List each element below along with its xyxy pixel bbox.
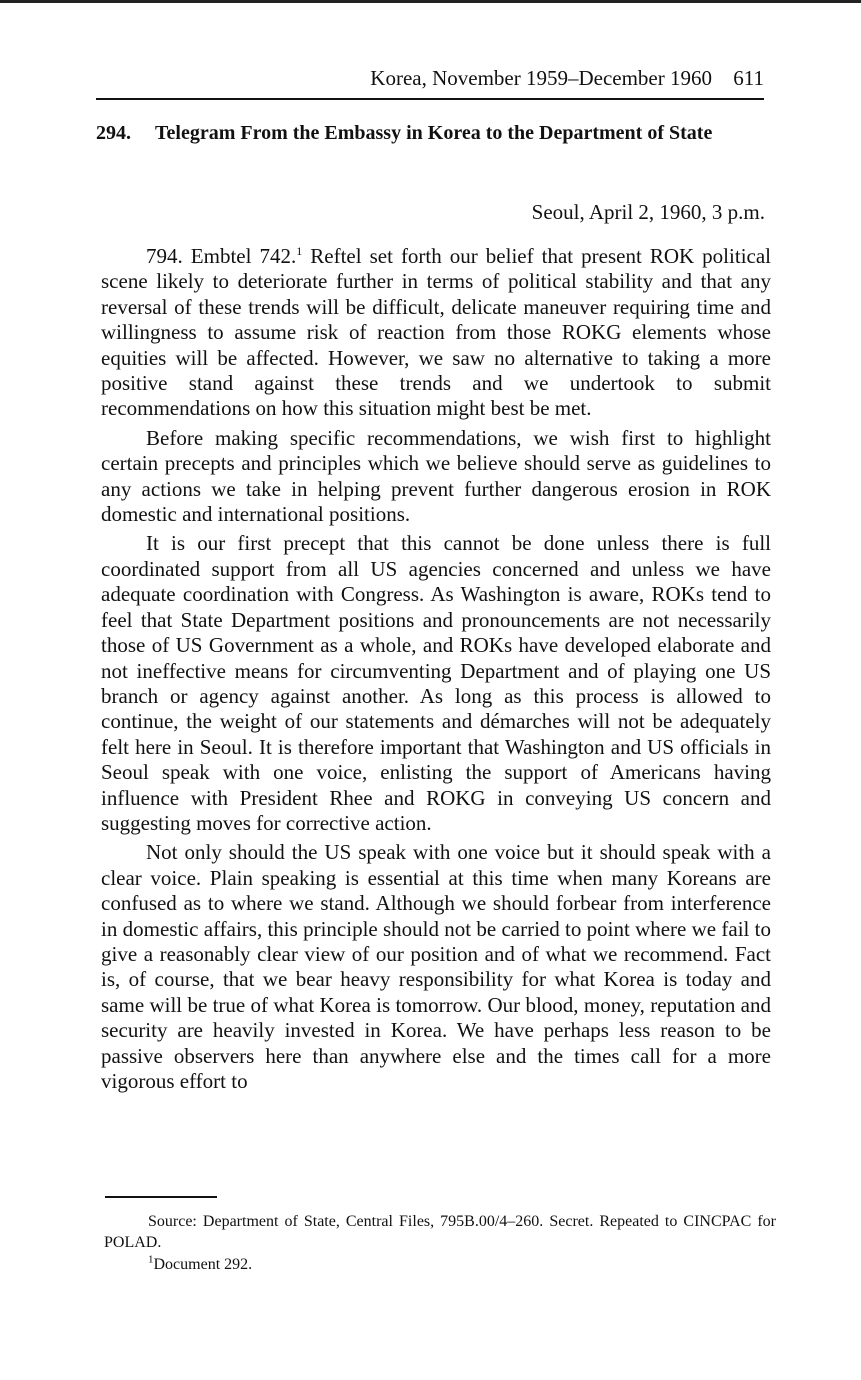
- dateline: Seoul, April 2, 1960, 3 p.m.: [531, 200, 765, 224]
- document-number: 294.: [96, 122, 131, 144]
- page-number: 611: [733, 66, 764, 90]
- document-heading: [96, 118, 766, 149]
- paragraph-lead: 794. Embtel 742.: [146, 244, 297, 268]
- source-note: Source: Department of State, Central Files, 795B.00/4–260. Secret. Repeated to CINCPAC for POLAD.: [104, 1213, 776, 1251]
- body-paragraph-4: Not only should the US speak with one voice but it should speak with a clear voice. Plain speaking is essential at this time when many Koreans are confused as to where we stand. Although we should forbear from interference in domestic affairs, this principle should not be carried to point where we fail to give a reasonably clear view of our position and of what we recommend. Fact is, of course, that we bear heavy responsibility for what Korea is today and same will be true of what Korea is tomorrow. Our blood, money, reputation and security are heavily invested in Korea. We have perhaps less reason to be passive observers here than anywhere else and the times call for a more vigorous effort to: [101, 840, 771, 1093]
- running-head: [96, 62, 764, 100]
- running-head-title: Korea, November 1959–December 1960: [370, 66, 712, 90]
- footnote-1-text: Document 292.: [153, 1256, 253, 1273]
- paragraph-1-text: Reftel set forth our belief that present ROK political scene likely to deteriorate further in terms of political stability and that any reversal of these trends will be difficult, delicate maneuver requiring time and willingness to assume risk of reaction from those ROKG elements whose equities will be affected. However, we saw no alternative to taking a more positive stand against these trends and we undertook to submit recommendations on how this situation might best be met.: [101, 244, 772, 421]
- body-paragraph-1: [101, 244, 771, 422]
- page-top-edge: [0, 0, 861, 3]
- footnote-ref-1: 1: [296, 244, 303, 258]
- footnotes: [104, 1211, 776, 1275]
- footnote-divider: [105, 1196, 217, 1198]
- telegram-body: [101, 244, 771, 1098]
- document-title: Telegram From the Embassy in Korea to the Department of State: [155, 122, 713, 144]
- body-paragraph-3: It is our first precept that this cannot be done unless there is full coordinated support from all US agencies concerned and unless we have adequate coordination with Congress. As Washington is aware, ROKs tend to feel that State Department positions and pronouncements are not necessarily those of US Government as a whole, and ROKs have developed elaborate and not ineffective means for circumventing Department and of playing one US branch or agency against another. As long as this process is allowed to continue, the weight of our statements and démarches will not be adequately felt here in Seoul. It is therefore important that Washington and US officials in Seoul speak with one voice, enlisting the support of Americans having influence with President Rhee and ROKG in conveying US concern and suggesting moves for corrective action.: [101, 531, 771, 835]
- body-paragraph-2: Before making specific recommendations, we wish first to highlight certain precepts and principles which we believe should serve as guidelines to any actions we take in helping prevent further dangerous erosion in ROK domestic and international positions.: [101, 425, 771, 527]
- footnote-1: [104, 1254, 776, 1275]
- footnote-1-marker: 1: [148, 1253, 154, 1266]
